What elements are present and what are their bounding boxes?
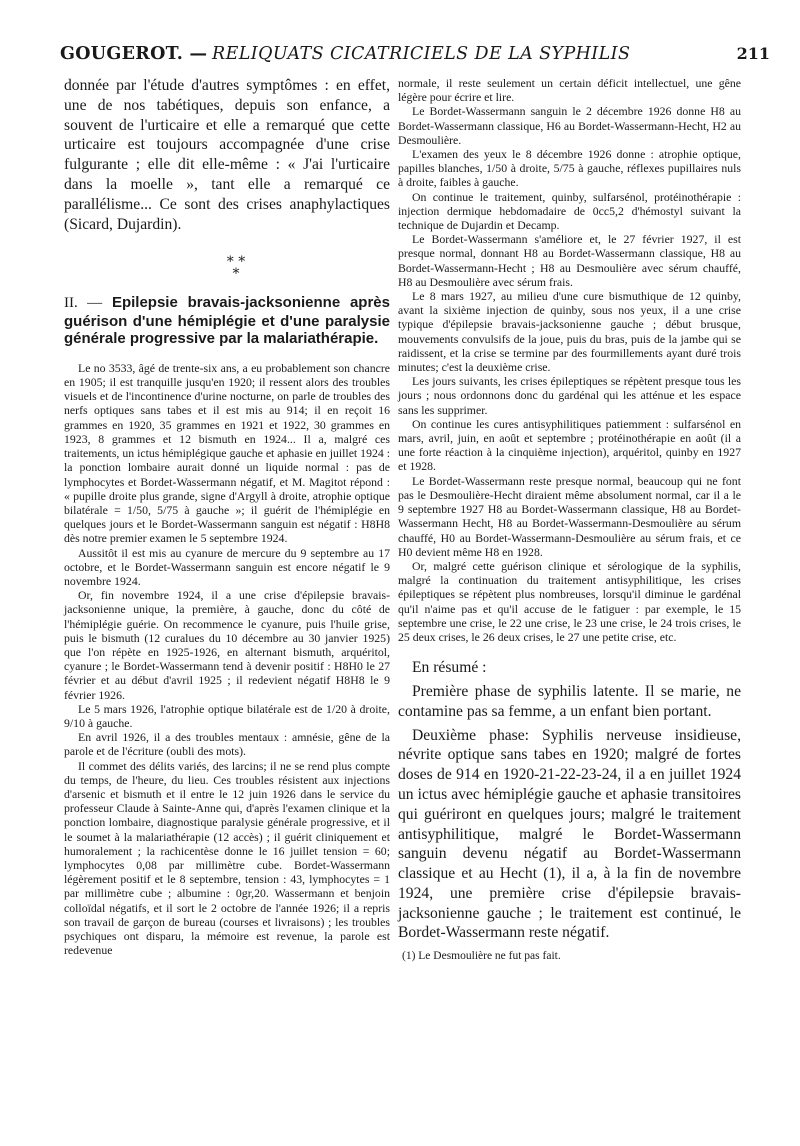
case-paragraph-15: Or, malgré cette guérison clinique et sérologique de la syphilis, malgré la continuation du traitement antisyphilitique, les crises épileptiques se répètent plus nombreuses, lorsqu'il diminue le gardénal qu'il n'aime pas et qu'il accuse de le fatiguer : par exemple, le 15 septembre une crise, le 22 une crise, le 23 une crise, le 24 trois crises, le 25 deux crises, le 26 deux crises, le 27 une petite crise, etc. bbox=[398, 558, 741, 644]
case-paragraph-7: Le Bordet-Wassermann sanguin le 2 décembre 1926 donne H8 au Bordet-Wassermann classique, H6 au Bordet-Wassermann-Hecht, H2 au Desmoulière. bbox=[398, 104, 741, 147]
case-paragraph-3: Or, fin novembre 1924, il a une crise d'épilepsie bravais-jacksonienne unique, la première, à gauche, donc du côté de l'hémiplégie guérie. On recommence le cyanure, puis l'huile grise, puis le bismuth (12 curalues du 10 décembre au 30 janvier 1925) que l'on répète en 1925-1926, en alternant bismuth, arquéritol, cyanure ; le Bordet-Wassermann tend à devenir positif : H8H0 le 27 février et au début d'avril 1925 ; il redevient négatif H8H8 le 9 février 1926. bbox=[64, 588, 390, 702]
summary-heading: En résumé : bbox=[412, 659, 487, 677]
case-paragraph-5: En avril 1926, il a des troubles mentaux : amnésie, gêne de la parole et de l'écriture (oubli des mots). bbox=[64, 730, 390, 759]
footnote: (1) Le Desmoulière ne fut pas fait. bbox=[402, 950, 561, 963]
summary-section bbox=[398, 658, 741, 943]
intro-paragraph: donnée par l'étude d'autres symptômes : en effet, une de nos tabétiques, depuis son enfance, a souvent de l'urticaire et elle a remarqué que cette urticaire est toujours accompagnée d'une crise fulgurante ; elle dit elle-même : « J'ai l'urticaire dans la moelle », tant elle a remarqué ce parallélisme... Ce sont des crises anaphylactiques (Sicard, Dujardin). bbox=[64, 77, 390, 233]
section-number: II. — bbox=[64, 295, 103, 312]
case-paragraph-14: Le Bordet-Wassermann reste presque normal, beaucoup qui ne font pas le Desmoulière-Hecht diraient même absolument normal, car il a le 9 septembre 1927 H8 au Bordet-Wassermann classique, H8 au Bordet-Wassermann Hecht, H8 au Bordet-Wassermann-Desmoulière au sérum chauffé, H0 au Bordet-Wassermann-Desmoulière au sérum frais, et ce H0 devient même H8 en 1928. bbox=[398, 473, 741, 559]
running-header bbox=[60, 44, 770, 72]
case-paragraph-2: Aussitôt il est mis au cyanure de mercure du 9 septembre au 17 octobre, et le Bordet-Wassermann sanguin est encore négatif le 9 novembre 1924. bbox=[64, 545, 390, 588]
case-paragraph-6: Il commet des délits variés, des larcins; il ne se rend plus compte du temps, de l'heure, du lieu. Ces troubles résistent aux injections d'arsenic et bismuth et il entre le 12 juin 1926 dans le service du professeur Claude à Sainte-Anne qui, d'après l'examen clinique et la ponction lombaire, diagnostique paralysie générale progressive, et il le soumet à la malariathérapie (12 accès) ; il guérit cliniquement et humoralement ; la rachicentèse donne le 16 juillet tension = 60; lymphocytes 0,08 par millimètre cube. Bordet-Wassermann légèrement positif et le 8 septembre, tension : 43, lymphocytes = 1 par millimètre cube ; albumine : 0gr,20. Wassermann et benjoin colloïdal négatifs, et il sort le 2 octobre de l'année 1926; il a repris son travail de garçon de bureau (courses et livraisons) ; les troubles psychiques ont disparu, la mémoire est revenue, la parole est redevenue bbox=[64, 758, 390, 958]
section-title: Epilepsie bravais-jacksonienne après guérison d'une hémiplégie et d'une paralysie générale progressive par la malariathérapie. bbox=[64, 294, 390, 348]
case-paragraph-8: L'examen des yeux le 8 décembre 1926 donne : atrophie optique, papilles blanches, 1/50 à droite, 5/75 à gauche, réflexes pupillaires nuls à droite, faibles à gauche. bbox=[398, 147, 741, 190]
page-number: 211 bbox=[736, 44, 770, 63]
section-separator-asterisks bbox=[82, 254, 390, 283]
case-paragraph-4: Le 5 mars 1926, l'atrophie optique bilatérale est de 1/20 à droite, 9/10 à gauche. bbox=[64, 701, 390, 730]
header-title: RELIQUATS CICATRICIELS DE LA SYPHILIS bbox=[212, 44, 631, 64]
case-paragraph-12: Les jours suivants, les crises épileptiques se répètent presque tous les jours ; nous ordonnons donc du gardénal qui les atténue et les espace sans les supprimer. bbox=[398, 374, 741, 417]
section-heading bbox=[64, 294, 390, 348]
case-paragraph-10: Le Bordet-Wassermann s'améliore et, le 27 février 1927, il est presque normal, donnant H8 au Bordet-Wassermann classique, H8 au Bordet-Wassermann-Hecht ; H8 au Desmoulière avec sérum chauffé, H8 au Desmoulière avec sérum frais. bbox=[398, 232, 741, 289]
left-column bbox=[64, 76, 390, 957]
header-author: GOUGEROT. — bbox=[60, 44, 208, 64]
asterism: * * * bbox=[226, 254, 246, 283]
right-column bbox=[398, 76, 741, 963]
summary-phase-1: Première phase de syphilis latente. Il se marie, ne contamine pas sa femme, a un enfant bien portant. bbox=[398, 682, 741, 720]
case-paragraph-1: Le no 3533, âgé de trente-six ans, a eu probablement son chancre en 1905; il est tranquille jusqu'en 1920; il ressent alors des troubles visuels et de l'incontinence d'urine nocturne, on parle de troubles des nerfs optiques sans tabes et il est mis au 914; il en reçoit 16 grammes en 1920, 35 grammes en 1921 et 1922, 30 grammes en 1923, 8 grammes et 12 bismuth en 1924... Il a, malgré ces traitements, un ictus hémiplégique gauche et aphasie en juillet 1924 : la ponction lombaire aurait donné un liquide normal : pas de lymphocytes et Bordet-Wassermann négatif, et M. Magitot répond : « pupille droite plus grande, signe d'Argyll à droite, atrophie optique bilatérale = 1/50, 5/75 à gauche »; il guérit de l'hémiplégie en quelques jours et le Bordet-Wassermann sanguin est négatif : H8H8 dès notre premier examen le 5 septembre 1924. bbox=[64, 360, 390, 546]
case-paragraph-13: On continue les cures antisyphilitiques patiemment : sulfarsénol en mars, avril, juin, en août et septembre ; protéinothérapie en août (il a une forte réaction à la cinquième injection), arquéritol, quinby en 1927 et 1928. bbox=[398, 416, 741, 474]
case-paragraph-9: On continue le traitement, quinby, sulfarsénol, protéinothérapie : injection dermique hebdomadaire de 0cc5,2 d'hémostyl suivant la technique de Dujardin et Decamp. bbox=[398, 189, 741, 233]
case-continuation: normale, il reste seulement un certain déficit intellectuel, une gêne légère pour écrire et lire. bbox=[398, 76, 741, 105]
summary-phase-2: Deuxième phase: Syphilis nerveuse insidieuse, névrite optique sans tabes en 1920; malgré de fortes doses de 914 en 1920-21-22-23-24, il a en juillet 1924 un ictus avec hémiplégie gauche et aphasie transitoires qui guériront en quelques jours; malgré le traitement antisyphilitique, malgré le Bordet-Wassermann sanguin devenu négatif au Bordet-Wassermann classique et au Hecht (1), il a, à la fin de novembre 1924, une première crise d'épilepsie bravais-jacksonienne gauche ; le traitement est continué, le Bordet-Wassermann reste négatif. bbox=[398, 726, 741, 942]
case-paragraph-11: Le 8 mars 1927, au milieu d'une cure bismuthique de 12 quinby, avant la sixième injection de quinby, sous nos yeux, il a une crise typique d'épilepsie bravais-jacksonienne gauche ; début brusque, mouvements convulsifs de la joue, puis du bras, puis de la jambe qui se raidissent, et la crise se termine par des fourmillements ayant duré trois minutes; c'est la deuxième crise. bbox=[398, 289, 741, 375]
